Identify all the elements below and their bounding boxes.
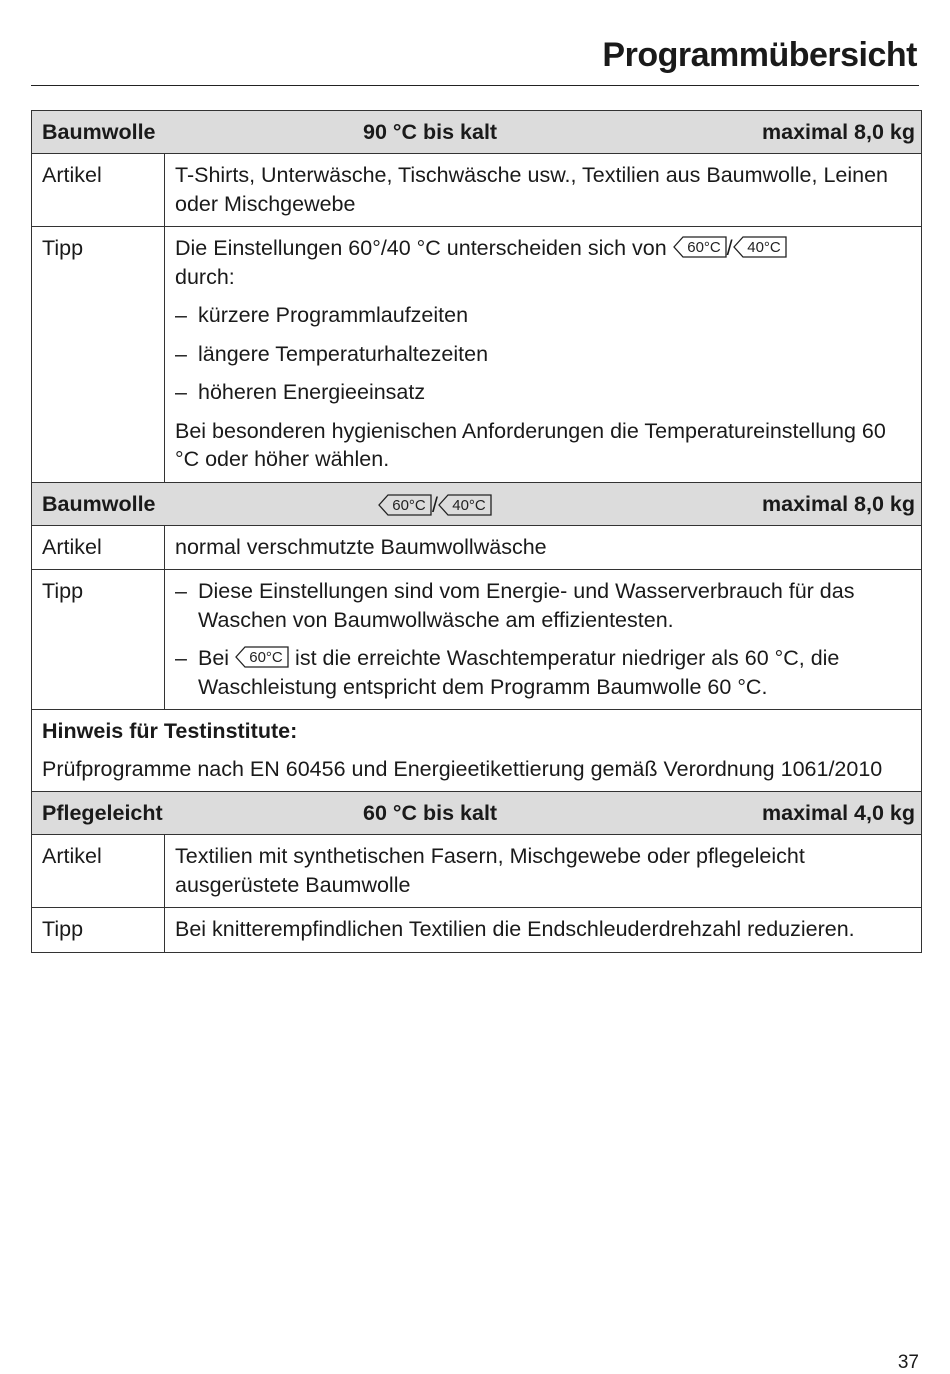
- list-item-pre: Bei: [198, 646, 230, 670]
- table-row: [32, 154, 922, 227]
- row-text: [165, 154, 922, 227]
- eco-40-label: 40°C: [452, 496, 486, 514]
- eco-40-symbol: [733, 236, 787, 258]
- row-text: [165, 570, 922, 710]
- table-row: [32, 908, 922, 953]
- symbol-slash: /: [432, 492, 438, 517]
- eco-60-label: 60°C: [249, 649, 283, 667]
- row-label: Tipp: [32, 227, 165, 483]
- test-institute-note: [32, 710, 922, 792]
- table-row: [32, 570, 922, 710]
- eco-40-label: 40°C: [746, 239, 781, 257]
- program-max-load: maximal 8,0 kg: [762, 120, 915, 144]
- program-temperature: 90 °C bis kalt: [363, 120, 498, 144]
- program-header-baumwolle-eco: [32, 482, 922, 525]
- program-table: [31, 110, 922, 953]
- page-number: 37: [897, 1352, 919, 1373]
- title-divider: [31, 85, 919, 86]
- eco-60-label: 60°C: [392, 496, 426, 514]
- list-item: – Bei 60°C ist die erreichte Waschtemperatur niedriger als 60 °C, die Waschleistung entspricht dem Programm Baumwolle 60 °C.: [175, 644, 909, 701]
- note-title: Hinweis für Testinstitute:: [42, 719, 298, 743]
- page-title: Programmübersicht: [602, 36, 917, 74]
- row-text: [165, 227, 922, 483]
- program-header-baumwolle-90: [32, 111, 922, 154]
- list-item-text: Diese Einstellungen sind vom Energie- und Wasserverbrauch für das Waschen von Baumwollwäsche am effizientesten.: [198, 579, 855, 632]
- tipp-note: Bei besonderen hygienischen Anforderungen die Temperatureinstellung 60 °C oder höher wählen.: [175, 418, 886, 471]
- artikel-text: T-Shirts, Unterwäsche, Tischwäsche usw., Textilien aus Baumwolle, Leinen oder Mischgewebe: [175, 163, 889, 216]
- eco-60-symbol: [235, 646, 289, 668]
- program-eco-symbols: [378, 491, 492, 520]
- list-item: – höheren Energieeinsatz: [175, 378, 909, 407]
- table-row: [32, 525, 922, 570]
- eco-arrow-box-icon: [438, 494, 492, 516]
- note-text: Prüfprogramme nach EN 60456 und Energieetikettierung gemäß Verordnung 1061/2010: [42, 756, 883, 781]
- list-item-text: [198, 644, 909, 701]
- row-text: [165, 835, 922, 908]
- tipp-intro: [175, 234, 909, 291]
- list-item-post: ist die erreichte Waschtemperatur niedriger als 60 °C, die Waschleistung entspricht dem Programm Baumwolle 60 °C.: [198, 646, 840, 699]
- eco-arrow-box-icon: [673, 236, 727, 258]
- list-item: – kürzere Programmlaufzeiten: [175, 301, 909, 330]
- eco-arrow-box-icon: [235, 646, 289, 668]
- program-name: Pflegeleicht: [42, 801, 163, 825]
- list-item: – Diese Einstellungen sind vom Energie- und Wasserverbrauch für das Waschen von Baumwollwäsche am effizientesten.: [175, 577, 909, 634]
- row-label: Artikel: [32, 154, 165, 227]
- tipp-intro-end: durch:: [175, 264, 235, 289]
- list-item-text: längere Temperaturhaltezeiten: [198, 341, 489, 366]
- tipp-text: Bei knitterempfindlichen Textilien die Endschleuderdrehzahl reduzieren.: [175, 917, 855, 941]
- table-row: [32, 835, 922, 908]
- program-name: Baumwolle: [42, 491, 156, 516]
- program-name: Baumwolle: [42, 120, 156, 144]
- row-text: [165, 908, 922, 953]
- table-row: [32, 227, 922, 483]
- row-label: Tipp: [32, 908, 165, 953]
- list-item-text: kürzere Programmlaufzeiten: [198, 303, 469, 327]
- row-label: Artikel: [32, 525, 165, 570]
- tipp-intro-text: Die Einstellungen 60°/40 °C unterscheiden sich von: [175, 236, 667, 260]
- eco-60-symbol: [673, 236, 727, 258]
- symbol-slash: /: [726, 236, 733, 260]
- eco-arrow-box-icon: [733, 236, 787, 258]
- list-item: – längere Temperaturhaltezeiten: [175, 340, 909, 369]
- row-text: [165, 525, 922, 570]
- program-header-pflegeleicht: [32, 792, 922, 835]
- program-max-load: maximal 8,0 kg: [762, 491, 915, 516]
- program-max-load: maximal 4,0 kg: [762, 801, 915, 825]
- artikel-text: Textilien mit synthetischen Fasern, Mischgewebe oder pflegeleicht ausgerüstete Baumwolle: [175, 844, 805, 897]
- row-label: Artikel: [32, 835, 165, 908]
- row-label: Tipp: [32, 570, 165, 710]
- program-temperature: 60 °C bis kalt: [363, 801, 498, 825]
- list-item-text: höheren Energieeinsatz: [198, 380, 426, 404]
- eco-60-label: 60°C: [686, 239, 721, 257]
- artikel-text: normal verschmutzte Baumwollwäsche: [175, 534, 547, 559]
- eco-arrow-box-icon: [378, 494, 432, 516]
